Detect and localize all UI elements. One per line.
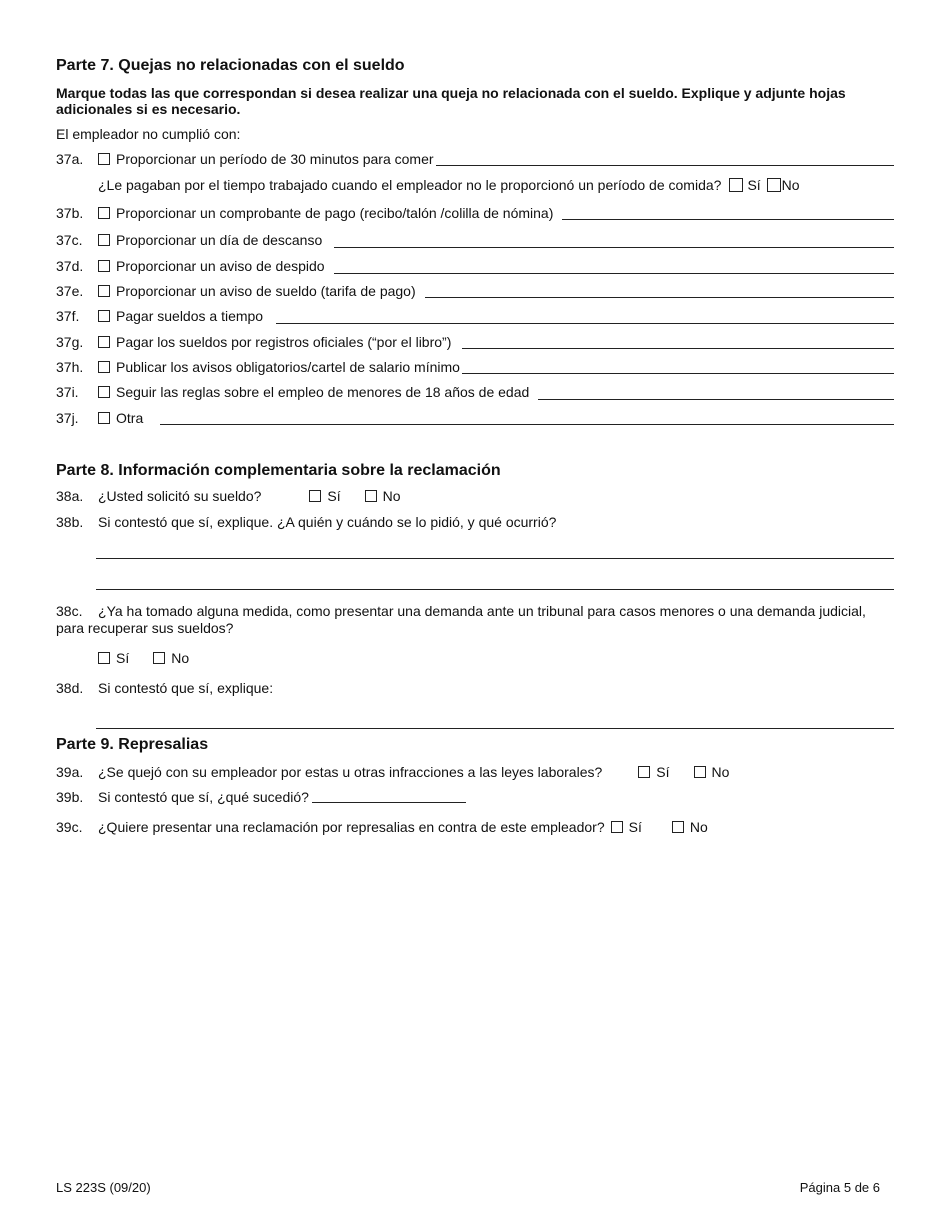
item-37b: [98, 205, 553, 221]
item-37f: [98, 308, 263, 324]
item-37f-label: Pagar sueldos a tiempo: [116, 308, 264, 324]
q39a-row: [98, 764, 729, 780]
part8-title: Parte 8. Información complementaria sobre la reclamación: [56, 462, 501, 479]
item-37h-label: Publicar los avisos obligatorios/cartel de salario mínimo: [116, 359, 460, 375]
item-37f-checkbox[interactable]: [98, 310, 110, 322]
q38a-yes-checkbox[interactable]: [309, 490, 321, 502]
q39a-yes-checkbox[interactable]: [638, 766, 650, 778]
item-37c-line[interactable]: [334, 247, 894, 248]
meal-no-checkbox[interactable]: [767, 178, 781, 192]
item-37c: [98, 232, 322, 248]
item-37a-label: Proporcionar un período de 30 minutos para comer: [116, 151, 434, 167]
item-37h-checkbox[interactable]: [98, 361, 110, 373]
item-37f-number: 37f.: [56, 308, 80, 324]
q39a-no-checkbox[interactable]: [694, 766, 706, 778]
item-37i: [98, 384, 529, 400]
item-37b-label: Proporcionar un comprobante de pago (recibo/talón /colilla de nómina): [116, 205, 554, 221]
item-37c-checkbox[interactable]: [98, 234, 110, 246]
q38b-number: 38b.: [56, 514, 84, 530]
q38d-line[interactable]: [96, 728, 894, 729]
q39a-no[interactable]: [694, 764, 730, 780]
item-37h-line[interactable]: [462, 373, 894, 374]
item-37d: [98, 258, 325, 274]
item-37f-line[interactable]: [276, 323, 894, 324]
q38b-line-2[interactable]: [96, 589, 894, 590]
q38a-yes[interactable]: [309, 488, 340, 504]
item-37e-number: 37e.: [56, 283, 84, 299]
item-37i-number: 37i.: [56, 384, 79, 400]
item-37a-number: 37a.: [56, 151, 84, 167]
meal-yes-checkbox[interactable]: [729, 178, 743, 192]
q39b-number: 39b.: [56, 789, 84, 805]
item-37h-number: 37h.: [56, 359, 84, 375]
q38c-number: 38c.: [56, 603, 83, 619]
item-37j-label: Otra: [116, 410, 144, 426]
q39a-number: 39a.: [56, 764, 84, 780]
item-37d-checkbox[interactable]: [98, 260, 110, 272]
q39c-yes-checkbox[interactable]: [611, 821, 623, 833]
q38a-no[interactable]: [365, 488, 401, 504]
item-37e-label: Proporcionar un aviso de sueldo (tarifa de pago): [116, 283, 416, 299]
item-37a-line[interactable]: [436, 165, 894, 166]
q39a-no-label: No: [711, 764, 730, 780]
item-37e: [98, 283, 416, 299]
q38c-no-label: No: [171, 650, 190, 666]
item-37a: [98, 151, 434, 167]
q39c-no-checkbox[interactable]: [672, 821, 684, 833]
item-37g-line[interactable]: [462, 348, 894, 349]
item-37d-label: Proporcionar un aviso de despido: [116, 258, 325, 274]
q38c-options: [98, 650, 189, 666]
item-37i-line[interactable]: [538, 399, 894, 400]
item-37e-checkbox[interactable]: [98, 285, 110, 297]
q38c-text: ¿Ya ha tomado alguna medida, como presentar una demanda ante un tribunal para casos menores o una demanda judicial, para recuperar sus sueldos?: [56, 603, 866, 636]
q39c-text: ¿Quiere presentar una reclamación por represalias en contra de este empleador?: [98, 819, 605, 835]
part9-title: Parte 9. Represalias: [56, 736, 209, 753]
item-37d-line[interactable]: [334, 273, 894, 274]
footer-form-id: LS 223S (09/20): [56, 1180, 151, 1195]
part7-instructions: Marque todas las que correspondan si desea realizar una queja no relacionada con el sueldo. Explique y adjunte hojas adicionales si es necesario.: [56, 85, 846, 117]
q39c-yes-label: Sí: [628, 819, 642, 835]
q39a-yes-label: Sí: [656, 764, 670, 780]
q38c-yes-checkbox[interactable]: [98, 652, 110, 664]
item-37j-number: 37j.: [56, 410, 79, 426]
q38d-text: Si contestó que sí, explique:: [98, 680, 274, 696]
item-37b-number: 37b.: [56, 205, 84, 221]
part7-intro: El empleador no cumplió con:: [56, 126, 241, 142]
item-37g: [98, 334, 451, 350]
q39a-yes[interactable]: [638, 764, 669, 780]
q38c-yes[interactable]: [98, 650, 129, 666]
item-37b-checkbox[interactable]: [98, 207, 110, 219]
q39c-yes[interactable]: [611, 819, 642, 835]
item-37g-checkbox[interactable]: [98, 336, 110, 348]
item-37j: [98, 410, 143, 426]
q38a-number: 38a.: [56, 488, 84, 504]
meal-no-label: No: [781, 177, 800, 193]
item-37d-number: 37d.: [56, 258, 84, 274]
item-37e-line[interactable]: [425, 297, 894, 298]
item-37i-checkbox[interactable]: [98, 386, 110, 398]
q38a-no-checkbox[interactable]: [365, 490, 377, 502]
q39c-no[interactable]: [672, 819, 708, 835]
meal-yes-label: Sí: [747, 177, 761, 193]
q38a-row: [98, 488, 401, 504]
q38a-no-label: No: [382, 488, 401, 504]
q38c-block: [56, 603, 876, 637]
item-37h: [98, 359, 460, 375]
meal-question-text: ¿Le pagaban por el tiempo trabajado cuando el empleador no le proporcionó un período de comida?: [98, 177, 722, 193]
q39b-text: Si contestó que sí, ¿qué sucedió?: [98, 789, 309, 805]
item-37j-line[interactable]: [160, 424, 894, 425]
q38c-no-checkbox[interactable]: [153, 652, 165, 664]
item-37g-label: Pagar los sueldos por registros oficiales (“por el libro”): [116, 334, 452, 350]
q39c-no-label: No: [689, 819, 708, 835]
item-37b-line[interactable]: [562, 219, 894, 220]
q39c-number: 39c.: [56, 819, 83, 835]
q39c-row: [98, 819, 708, 835]
q38b-line-1[interactable]: [96, 558, 894, 559]
item-37g-number: 37g.: [56, 334, 84, 350]
item-37i-label: Seguir las reglas sobre el empleo de menores de 18 años de edad: [116, 384, 530, 400]
item-37j-checkbox[interactable]: [98, 412, 110, 424]
item-37a-checkbox[interactable]: [98, 153, 110, 165]
footer-page-number: Página 5 de 6: [799, 1180, 880, 1195]
q39a-text: ¿Se quejó con su empleador por estas u otras infracciones a las leyes laborales?: [98, 764, 603, 780]
q39b-line[interactable]: [312, 802, 466, 803]
item-37c-number: 37c.: [56, 232, 83, 248]
q38a-yes-label: Sí: [327, 488, 341, 504]
q38b-text: Si contestó que sí, explique. ¿A quién y cuándo se lo pidió, y qué ocurrió?: [98, 514, 557, 530]
q38c-no[interactable]: [153, 650, 189, 666]
q38a-text: ¿Usted solicitó su sueldo?: [98, 488, 262, 504]
meal-question-row: [98, 177, 800, 193]
part7-title: Parte 7. Quejas no relacionadas con el sueldo: [56, 57, 405, 74]
item-37c-label: Proporcionar un día de descanso: [116, 232, 323, 248]
q38d-number: 38d.: [56, 680, 84, 696]
q38c-yes-label: Sí: [116, 650, 130, 666]
